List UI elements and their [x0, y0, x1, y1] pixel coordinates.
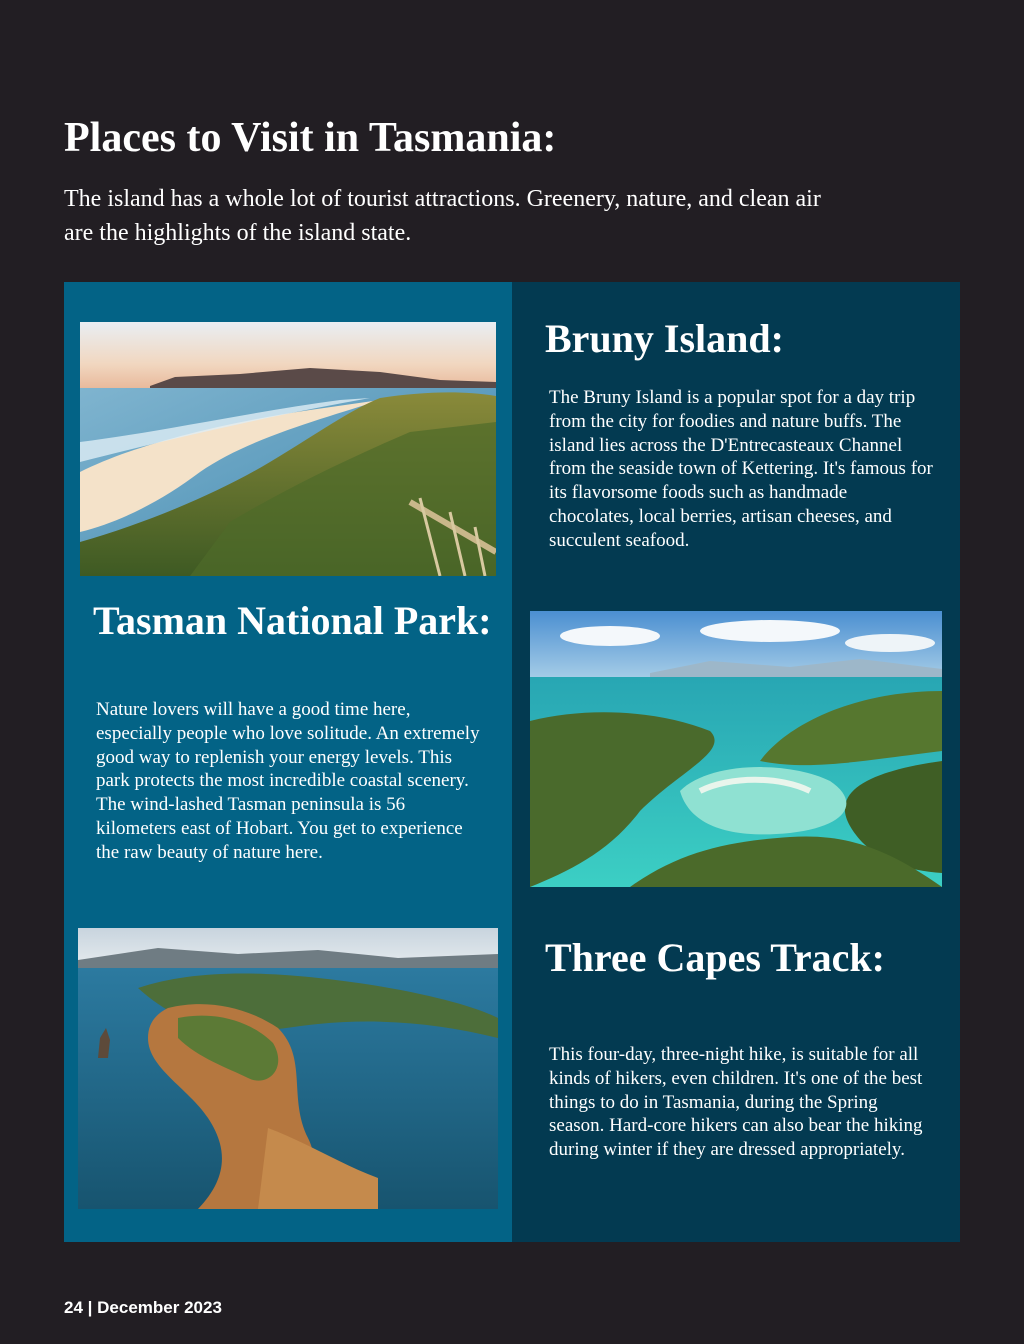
three-capes-text: This four-day, three-night hike, is suitable for all kinds of hikers, even children. It's one of the best things to do in Tasmania, during the Spring season. Hard-core hikers can also bear the hiking during winter if they are dressed appropriately. — [549, 1044, 923, 1161]
issue-date: December 2023 — [97, 1298, 222, 1317]
tasman-park-title: Tasman National Park: — [93, 598, 492, 643]
page-title: Places to Visit in Tasmania: — [64, 115, 557, 161]
bruny-island-text: The Bruny Island is a popular spot for a day trip from the city for foodies and nature buffs. The island lies across the D'Entrecasteaux Channel from the seaside town of Kettering. It's famous for its flavorsome foods such as handmade chocolates, local berries, artisan cheeses, and succulent seafood. — [549, 387, 933, 551]
footer-separator: | — [87, 1298, 93, 1317]
tasman-park-text: Nature lovers will have a good time here, especially people who love solitude. An extremely good way to replenish your energy levels. This park protects the most incredible coastal scenery. The wind-lashed Tasman peninsula is 56 kilometers east of Hobart. You get to experience the raw beauty of nature here. — [96, 699, 480, 863]
page-number: 24 — [64, 1298, 83, 1317]
page-footer — [64, 1297, 222, 1319]
three-capes-title: Three Capes Track: — [545, 935, 885, 980]
intro-paragraph: The island has a whole lot of tourist attractions. Greenery, nature, and clean air are the highlights of the island state. — [64, 186, 821, 246]
lagoon-bay-photo — [530, 611, 942, 887]
bruny-island-photo — [80, 322, 496, 576]
bruny-island-title: Bruny Island: — [545, 316, 784, 361]
sea-cliffs-photo — [78, 928, 498, 1209]
